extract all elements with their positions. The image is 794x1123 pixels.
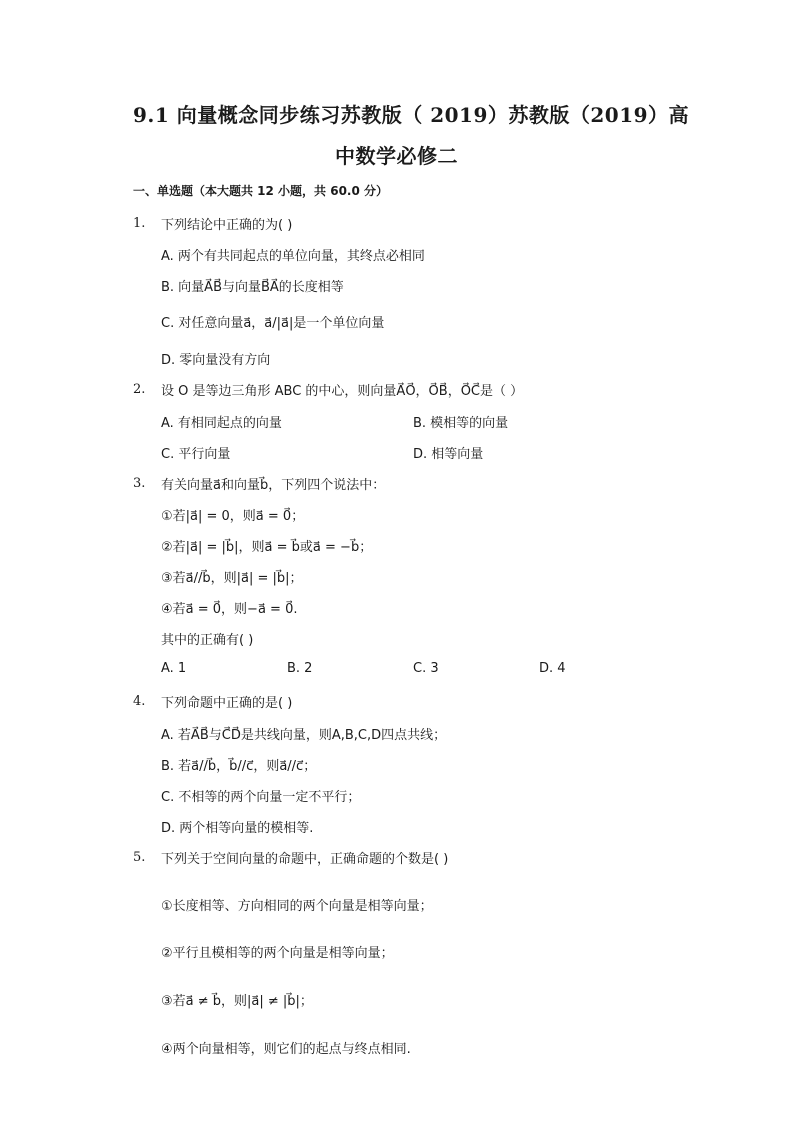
option-b: B. 向量A⃗B⃗与向量B⃗A⃗的长度相等 xyxy=(161,280,344,295)
title-line-1: 9.1 向量概念同步练习苏教版（ 2019）苏教版（2019）高 xyxy=(133,103,690,127)
option-d: D. 相等向量 xyxy=(413,447,484,462)
option-d: D. 两个相等向量的模相等. xyxy=(161,821,314,836)
option-a: A. 1 xyxy=(161,661,187,676)
question-stem: 下列结论中正确的为( ) xyxy=(161,218,293,233)
statement-2: ②若|a⃗| = |b⃗|，则a⃗ = b⃗或a⃗ = −b⃗； xyxy=(161,540,373,555)
question-number: 3. xyxy=(133,476,146,491)
option-a: A. 有相同起点的向量 xyxy=(161,416,282,431)
statement-2: ②平行且模相等的两个向量是相等向量； xyxy=(161,946,394,961)
statement-3: ③若a⃗ ≠ b⃗，则|a⃗| ≠ |b⃗|； xyxy=(161,994,313,1009)
option-c: C. 不相等的两个向量一定不平行； xyxy=(161,790,361,805)
question-stem: 设 O 是等边三角形 ABC 的中心，则向量A⃗O⃗，O⃗B⃗，O⃗C⃗是（ ） xyxy=(161,384,524,399)
option-a: A. 若A⃗B⃗与C⃗D⃗是共线向量，则A,B,C,D四点共线； xyxy=(161,728,447,743)
statement-1: ①若|a⃗| = 0，则a⃗ = 0⃗； xyxy=(161,509,305,524)
option-b: B. 若a⃗//b⃗，b⃗//c⃗，则a⃗//c⃗； xyxy=(161,759,317,774)
question-number: 1. xyxy=(133,216,146,231)
question-ask: 其中的正确有( ) xyxy=(161,633,254,648)
section-heading: 一、单选题（本大题共 12 小题，共 60.0 分） xyxy=(133,184,389,198)
statement-4: ④若a⃗ = 0⃗，则−a⃗ = 0⃗. xyxy=(161,602,298,617)
question-stem: 下列关于空间向量的命题中，正确命题的个数是( ) xyxy=(161,852,449,867)
question-number: 2. xyxy=(133,382,146,397)
option-c: C. 对任意向量a⃗，a⃗/|a⃗|是一个单位向量 xyxy=(161,316,385,331)
option-d: D. 4 xyxy=(539,661,566,676)
option-a: A. 两个有共同起点的单位向量，其终点必相同 xyxy=(161,249,425,264)
option-c: C. 平行向量 xyxy=(161,447,231,462)
question-number: 5. xyxy=(133,850,146,865)
title-line-2: 中数学必修二 xyxy=(335,144,458,168)
option-b: B. 2 xyxy=(287,661,313,676)
statement-4: ④两个向量相等，则它们的起点与终点相同. xyxy=(161,1042,411,1057)
statement-1: ①长度相等、方向相同的两个向量是相等向量； xyxy=(161,899,433,914)
question-stem: 有关向量a⃗和向量b⃗，下列四个说法中： xyxy=(161,478,386,493)
question-stem: 下列命题中正确的是( ) xyxy=(161,696,293,711)
option-d: D. 零向量没有方向 xyxy=(161,353,271,368)
option-c: C. 3 xyxy=(413,661,439,676)
option-b: B. 模相等的向量 xyxy=(413,416,509,431)
statement-3: ③若a⃗//b⃗，则|a⃗| = |b⃗|； xyxy=(161,571,303,586)
question-number: 4. xyxy=(133,694,146,709)
